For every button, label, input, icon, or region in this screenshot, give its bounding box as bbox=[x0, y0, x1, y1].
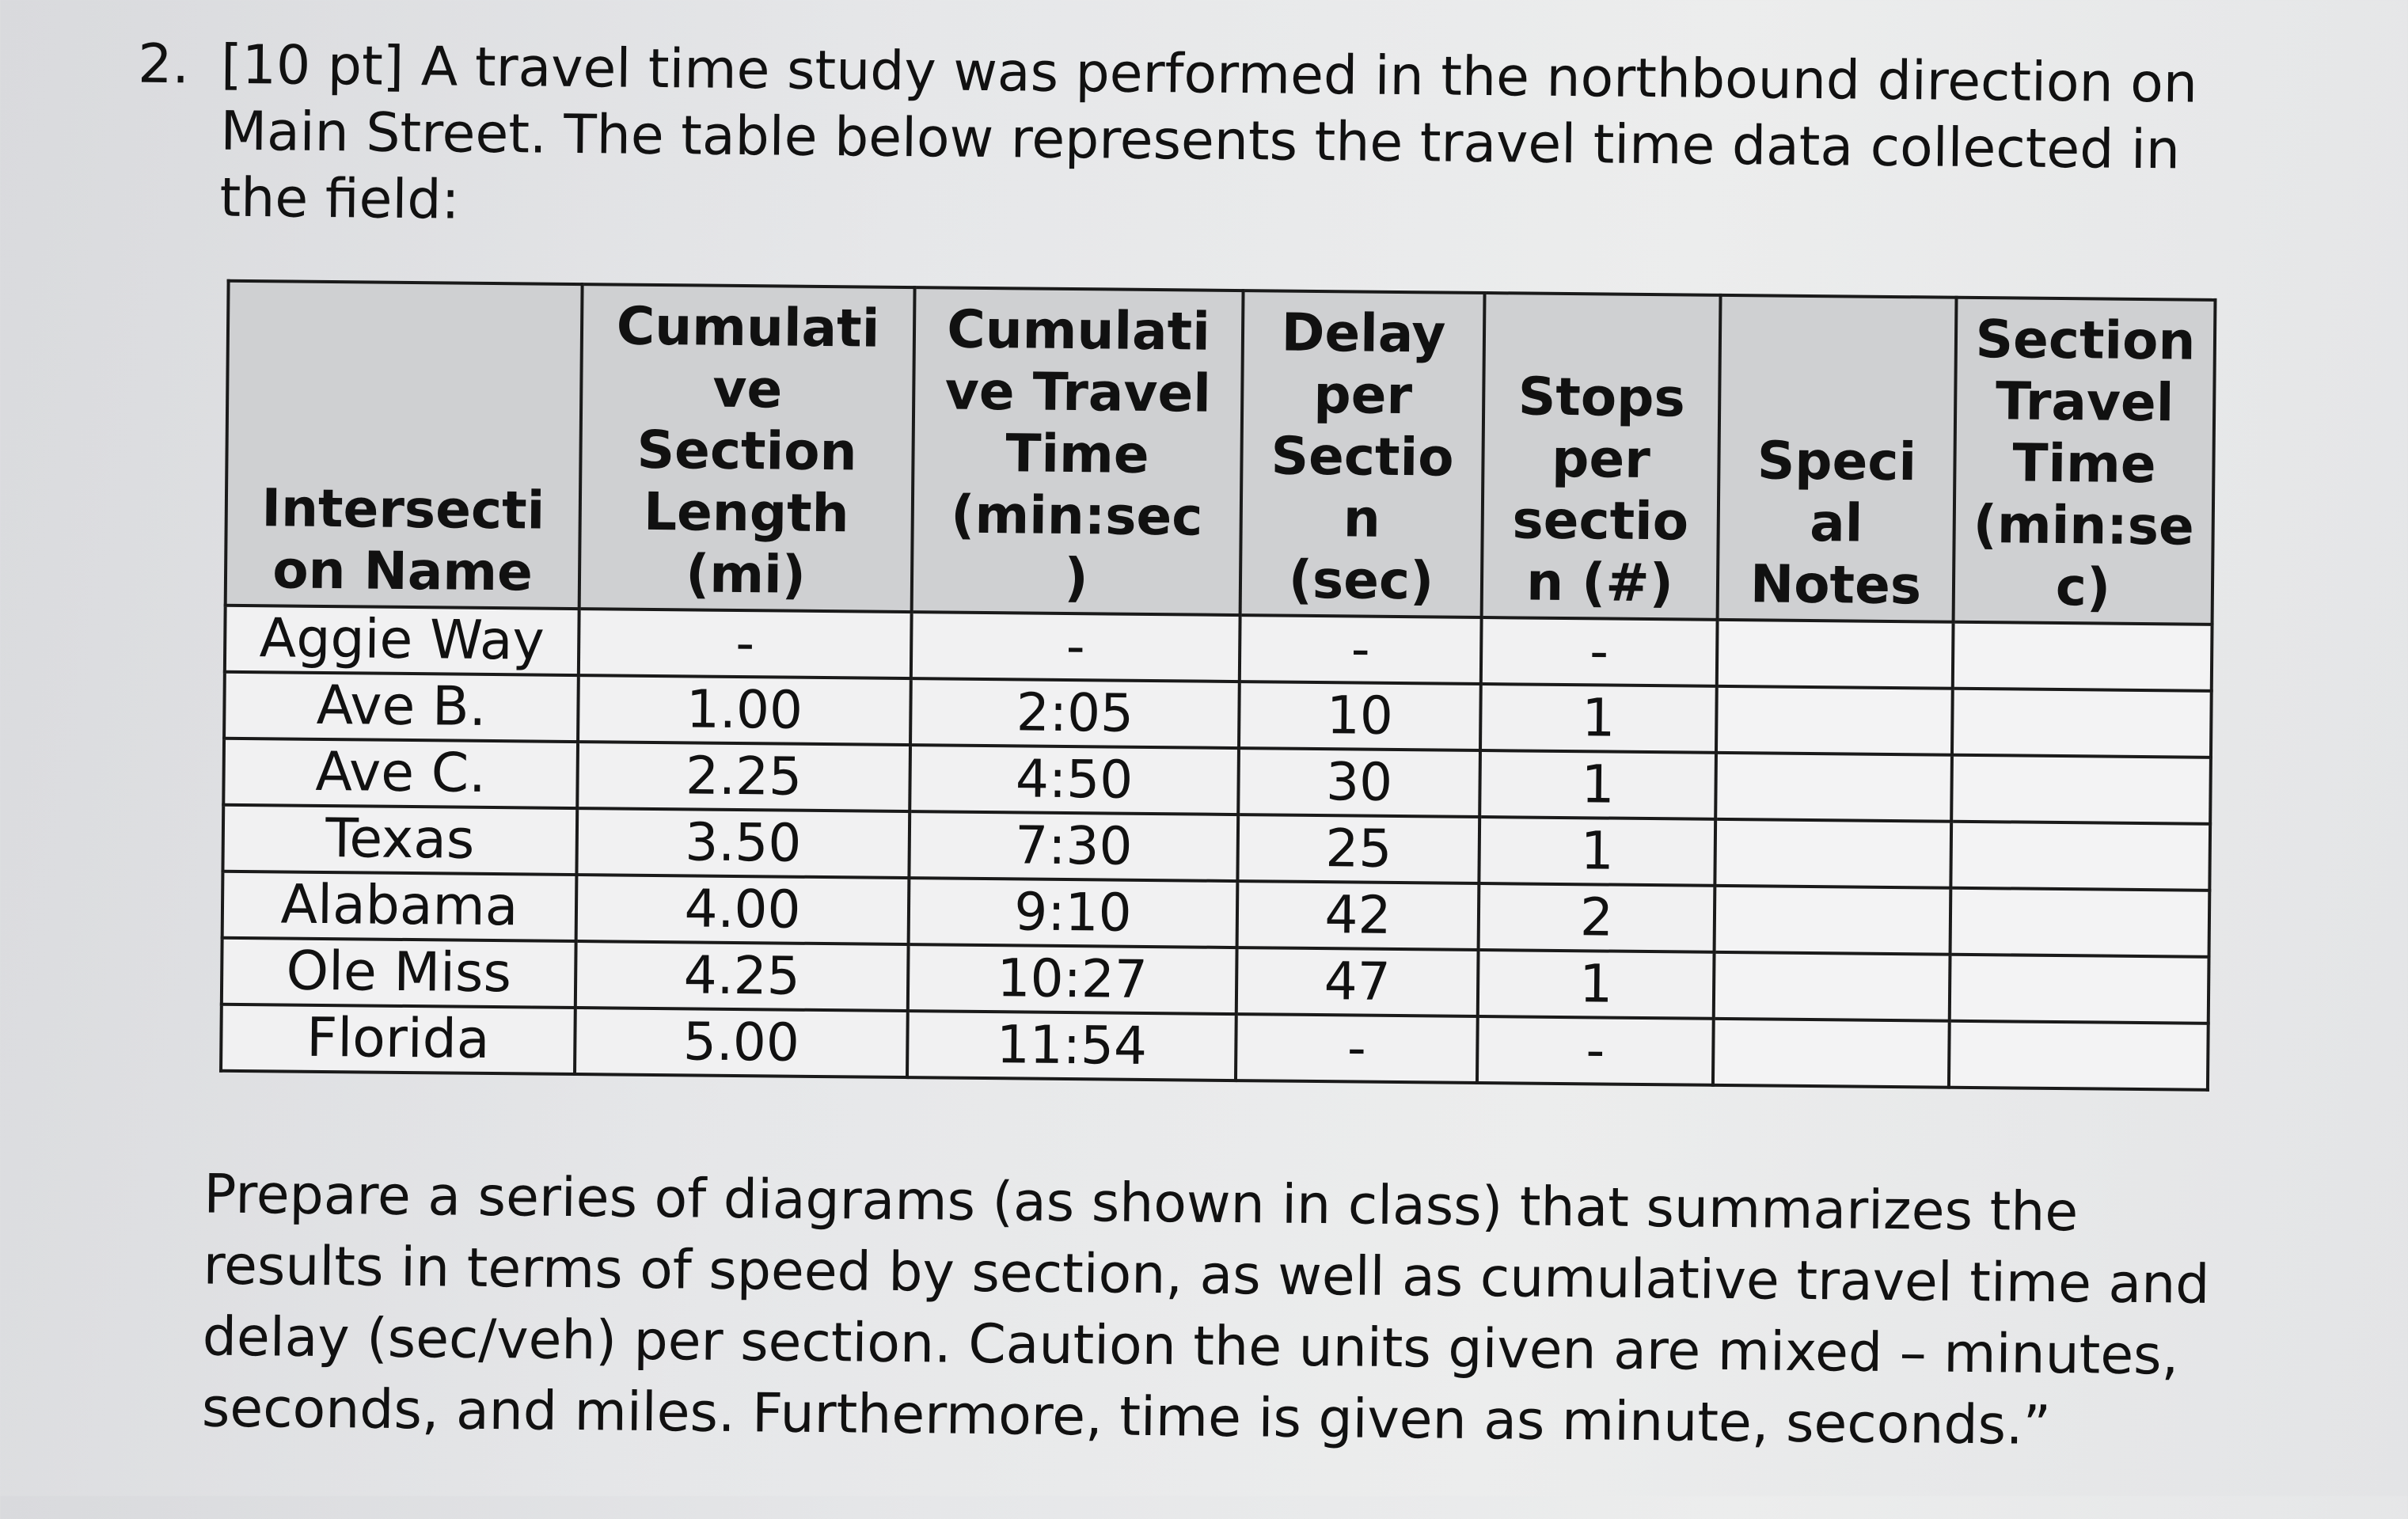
cumulative-time-cell: 11:54 bbox=[907, 1011, 1236, 1080]
header-line: sectio bbox=[1512, 489, 1689, 553]
special-notes-cell bbox=[1716, 686, 1953, 755]
cumulative-length-cell: 4.00 bbox=[576, 875, 910, 944]
section-travel-time-cell bbox=[1949, 1021, 2209, 1090]
header-line: ) bbox=[1064, 546, 1089, 609]
header-line: (min:sec bbox=[950, 484, 1203, 548]
intersection-name-cell: Florida bbox=[221, 1004, 575, 1074]
header-section-travel-time bbox=[1954, 298, 2216, 625]
header-line: Section bbox=[1975, 308, 2196, 372]
instructions-text bbox=[201, 1160, 2230, 1464]
header-line: Speci bbox=[1757, 430, 1917, 493]
header-line: ve bbox=[712, 358, 783, 420]
stops-cell: - bbox=[1477, 1016, 1714, 1085]
delay-cell: 42 bbox=[1237, 881, 1479, 950]
delay-cell: - bbox=[1240, 615, 1482, 684]
header-line: Length bbox=[643, 480, 849, 545]
header-line: per bbox=[1313, 363, 1413, 427]
header-line: n (#) bbox=[1525, 551, 1674, 614]
question-text bbox=[136, 32, 2228, 251]
header-line: Cumulati bbox=[946, 298, 1211, 363]
intersection-name-cell: Texas bbox=[222, 805, 577, 875]
header-line: Notes bbox=[1749, 553, 1922, 617]
delay-cell: 10 bbox=[1239, 682, 1481, 750]
header-stops-per-section bbox=[1482, 293, 1721, 620]
instruction-line: Prepare a series of diagrams (as shown in class) that summarizes the bbox=[203, 1163, 2079, 1244]
stops-cell: 1 bbox=[1479, 817, 1715, 886]
header-line: Intersecti bbox=[261, 477, 545, 541]
stops-cell: 1 bbox=[1480, 684, 1717, 753]
table-body bbox=[221, 606, 2212, 1090]
header-special-notes bbox=[1718, 295, 1957, 622]
special-notes-cell bbox=[1715, 753, 1952, 822]
header-line: Travel bbox=[1995, 370, 2174, 434]
header-line: (mi) bbox=[685, 543, 807, 606]
special-notes-cell bbox=[1717, 620, 1954, 689]
special-notes-cell bbox=[1713, 1019, 1950, 1088]
header-line: (min:se bbox=[1973, 493, 2195, 557]
header-line: ve Travel bbox=[944, 360, 1212, 424]
question-line: the field: bbox=[219, 166, 460, 232]
travel-time-table bbox=[219, 279, 2217, 1092]
intersection-name-cell: Ole Miss bbox=[222, 938, 576, 1008]
intersection-name-cell: Alabama bbox=[222, 872, 577, 941]
section-travel-time-cell bbox=[1950, 888, 2210, 957]
header-line: per bbox=[1551, 427, 1651, 491]
header-line: Stops bbox=[1517, 366, 1686, 429]
header-line: Time bbox=[1005, 423, 1150, 485]
section-travel-time-cell bbox=[1951, 755, 2211, 824]
cumulative-time-cell: 2:05 bbox=[910, 678, 1240, 748]
delay-cell: 47 bbox=[1236, 947, 1479, 1016]
delay-cell: - bbox=[1236, 1014, 1478, 1083]
stops-cell: 1 bbox=[1478, 950, 1715, 1019]
header-line: Sectio bbox=[1270, 425, 1454, 488]
cumulative-time-cell: - bbox=[911, 612, 1240, 682]
cumulative-length-cell: 5.00 bbox=[575, 1008, 908, 1077]
section-travel-time-cell bbox=[1950, 822, 2210, 891]
delay-cell: 25 bbox=[1237, 815, 1479, 883]
delay-cell: 30 bbox=[1238, 748, 1480, 817]
cumulative-length-cell: 1.00 bbox=[578, 675, 911, 745]
stops-cell: 2 bbox=[1479, 883, 1715, 952]
header-line: c) bbox=[2055, 556, 2111, 618]
cumulative-length-cell: 2.25 bbox=[577, 742, 910, 811]
header-intersection-name bbox=[226, 281, 583, 609]
header-delay-per-section bbox=[1240, 291, 1485, 617]
instruction-line: seconds, and miles. Furthermore, time is given as minute, seconds.” bbox=[201, 1377, 2052, 1457]
question-line: [10 pt] A travel time study was performed in the northbound direction on bbox=[220, 33, 2198, 116]
cumulative-time-cell: 10:27 bbox=[908, 944, 1237, 1014]
question-number: 2. bbox=[137, 32, 190, 97]
section-travel-time-cell bbox=[1950, 955, 2209, 1023]
special-notes-cell bbox=[1714, 952, 1950, 1021]
intersection-name-cell: Ave C. bbox=[223, 739, 578, 808]
header-line: (sec) bbox=[1288, 549, 1434, 612]
section-travel-time-cell bbox=[1953, 622, 2212, 691]
cumulative-time-cell: 4:50 bbox=[910, 745, 1239, 815]
header-line: Section bbox=[636, 419, 857, 483]
instruction-line: results in terms of speed by section, as well as cumulative travel time and bbox=[203, 1234, 2210, 1316]
cumulative-length-cell: - bbox=[579, 609, 912, 678]
section-travel-time-cell bbox=[1952, 689, 2212, 758]
special-notes-cell bbox=[1715, 819, 1951, 888]
header-cumulative-travel-time bbox=[912, 287, 1244, 615]
stops-cell: 1 bbox=[1479, 750, 1716, 819]
cumulative-time-cell: 7:30 bbox=[909, 811, 1238, 881]
special-notes-cell bbox=[1715, 886, 1951, 955]
intersection-name-cell: Aggie Way bbox=[225, 606, 579, 675]
question-line: Main Street. The table below represents the travel time data collected in bbox=[220, 100, 2181, 182]
header-row bbox=[226, 281, 2216, 625]
header-line: Time bbox=[2012, 432, 2156, 496]
header-line: on Name bbox=[272, 539, 534, 603]
table-header bbox=[226, 281, 2216, 625]
instruction-line: delay (sec/veh) per section. Caution the units given are mixed – minutes, bbox=[202, 1305, 2179, 1388]
header-cumulative-section-length bbox=[579, 284, 915, 612]
intersection-name-cell: Ave B. bbox=[224, 672, 579, 742]
header-line: Delay bbox=[1281, 302, 1446, 365]
cumulative-length-cell: 3.50 bbox=[576, 808, 910, 878]
cumulative-length-cell: 4.25 bbox=[575, 941, 909, 1011]
stops-cell: - bbox=[1481, 617, 1718, 686]
header-line: Cumulati bbox=[616, 295, 880, 359]
cumulative-time-cell: 9:10 bbox=[909, 878, 1238, 947]
header-line: n bbox=[1343, 488, 1381, 549]
header-line: al bbox=[1809, 492, 1863, 554]
